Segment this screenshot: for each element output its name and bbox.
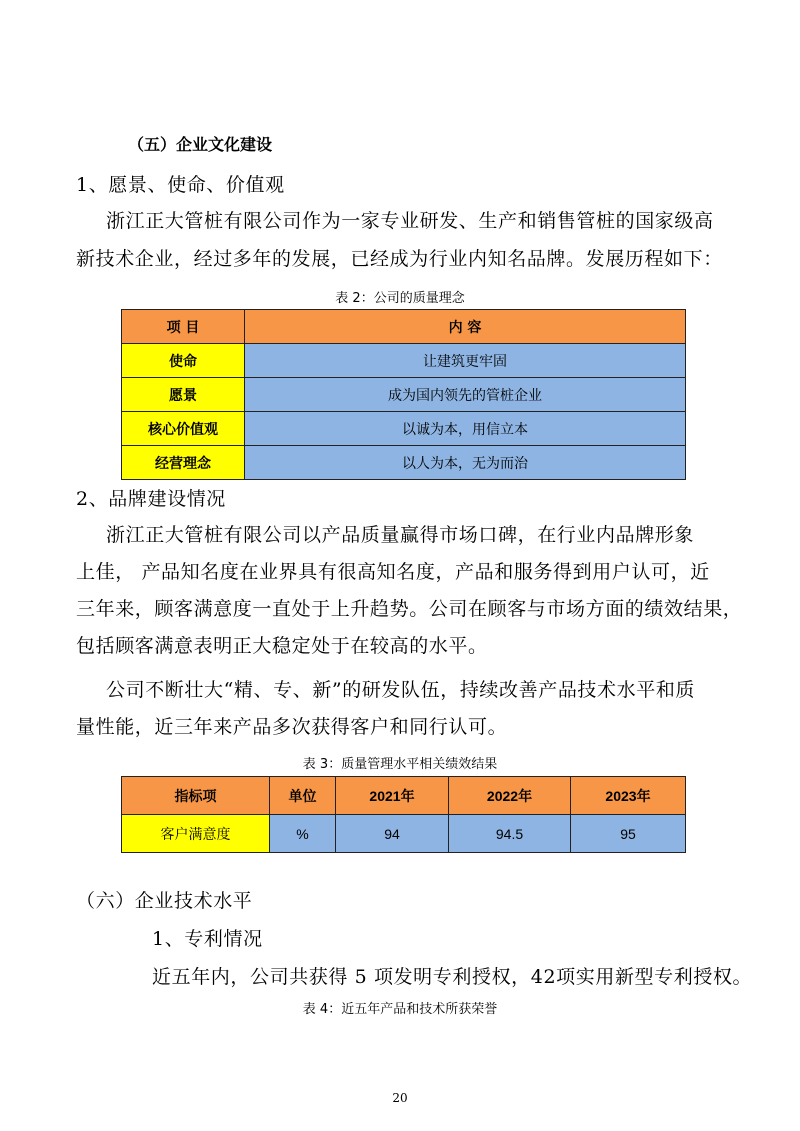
subheading-vision: 1、愿景、使命、价值观 <box>76 174 285 196</box>
header-cell: 指标项 <box>122 777 270 815</box>
header-cell: 内 容 <box>245 310 686 344</box>
row-label: 使命 <box>122 344 245 378</box>
row-value: 以诚为本，用信立本 <box>245 412 686 446</box>
row-label: 经营理念 <box>122 446 245 480</box>
table-header-row <box>122 310 686 344</box>
table3-caption: 表 3：质量管理水平相关绩效结果 <box>302 757 498 772</box>
section-heading-culture: （五）企业文化建设 <box>128 135 273 154</box>
section-heading-technology: （六）企业技术水平 <box>76 890 253 912</box>
unit-cell: % <box>270 815 336 853</box>
quality-performance-table <box>121 776 686 853</box>
header-cell: 项 目 <box>122 310 245 344</box>
table-row <box>122 446 686 480</box>
table2-caption: 表 2：公司的质量理念 <box>335 291 465 306</box>
paragraph-line: 三年来，顾客满意度一直处于上升趋势。公司在顾客与市场方面的绩效结果， <box>76 598 743 620</box>
paragraph-line: 包括顾客满意表明正大稳定处于在较高的水平。 <box>76 635 488 657</box>
header-cell: 2023年 <box>571 777 686 815</box>
table-header-row <box>122 777 686 815</box>
table-row <box>122 378 686 412</box>
paragraph-line: 浙江正大管桩有限公司作为一家专业研发、生产和销售管桩的国家级高 <box>106 210 714 232</box>
paragraph-line: 浙江正大管桩有限公司以产品质量赢得市场口碑，在行业内品牌形象 <box>106 524 695 546</box>
page-number: 20 <box>392 1091 408 1105</box>
row-label: 客户满意度 <box>122 815 270 853</box>
paragraph-line: 新技术企业，经过多年的发展，已经成为行业内知名品牌。发展历程如下： <box>76 248 723 270</box>
paragraph-line: 公司不断壮大“精、专、新”的研发队伍，持续改善产品技术水平和质 <box>106 679 696 701</box>
value-cell: 94.5 <box>449 815 571 853</box>
table4-caption: 表 4：近五年产品和技术所获荣誉 <box>302 1002 498 1017</box>
subheading-patents: 1、专利情况 <box>152 928 263 950</box>
table-row <box>122 344 686 378</box>
paragraph-line: 上佳， 产品知名度在业界具有很高知名度，产品和服务得到用户认可，近 <box>76 561 710 583</box>
header-cell: 2021年 <box>336 777 449 815</box>
row-label: 愿景 <box>122 378 245 412</box>
paragraph-line: 近五年内，公司共获得 5 项发明专利授权，42项实用新型专利授权。 <box>152 966 753 988</box>
row-value: 让建筑更牢固 <box>245 344 686 378</box>
row-value: 成为国内领先的管桩企业 <box>245 378 686 412</box>
header-cell: 单位 <box>270 777 336 815</box>
row-label: 核心价值观 <box>122 412 245 446</box>
row-value: 以人为本，无为而治 <box>245 446 686 480</box>
table-row <box>122 815 686 853</box>
paragraph-line: 量性能，近三年来产品多次获得客户和同行认可。 <box>76 716 508 738</box>
value-cell: 94 <box>336 815 449 853</box>
table-row <box>122 412 686 446</box>
value-cell: 95 <box>571 815 686 853</box>
header-cell: 2022年 <box>449 777 571 815</box>
subheading-brand: 2、品牌建设情况 <box>76 488 226 510</box>
quality-concept-table <box>121 309 686 480</box>
